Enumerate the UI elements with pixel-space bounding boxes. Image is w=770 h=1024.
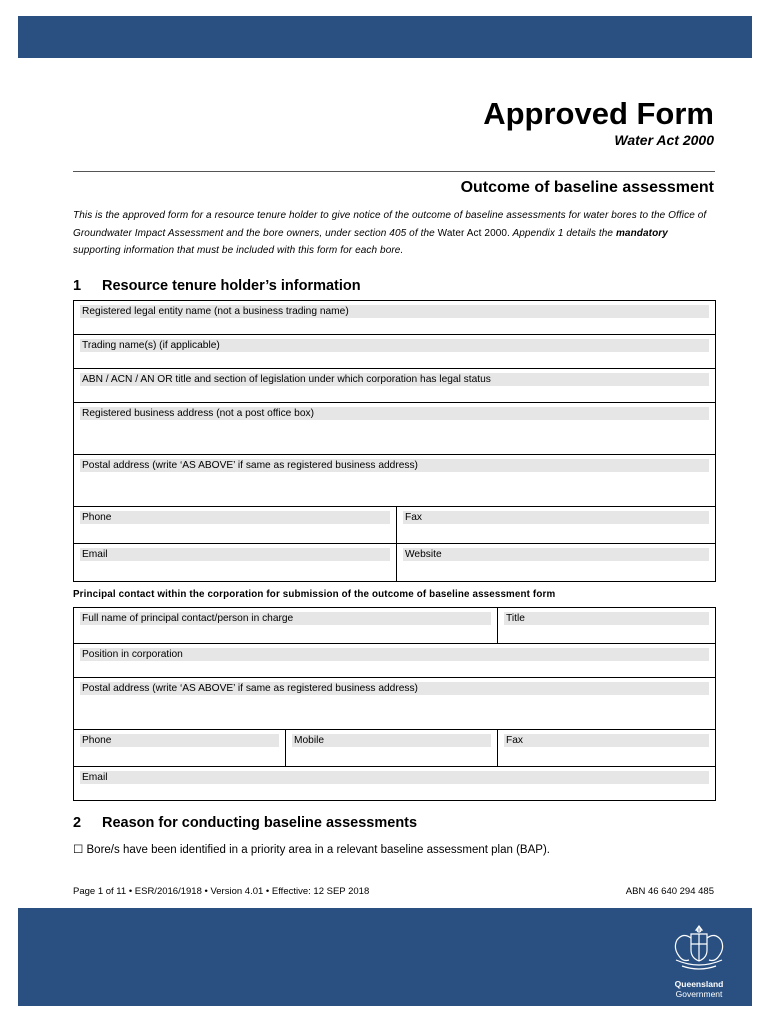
title-label: Title — [504, 612, 709, 625]
legal-entity-field[interactable] — [74, 301, 715, 334]
divider — [73, 171, 715, 172]
business-address-field[interactable] — [74, 403, 715, 454]
table-row — [74, 301, 715, 335]
principal-email-field[interactable] — [74, 767, 715, 800]
table-row — [74, 644, 715, 678]
table-row — [74, 678, 715, 730]
table-row — [74, 544, 715, 581]
section-1-title: Resource tenure holder’s information — [102, 278, 361, 294]
form-title: Outcome of baseline assessment — [460, 179, 714, 196]
top-banner — [18, 16, 752, 58]
principal-email-label: Email — [80, 771, 709, 784]
section-1-heading — [73, 278, 361, 294]
section-2-title: Reason for conducting baseline assessments — [102, 815, 418, 831]
principal-phone-label: Phone — [80, 734, 279, 747]
table-row — [74, 335, 715, 369]
table-row — [74, 455, 715, 507]
logo-text-queensland: Queensland — [674, 979, 724, 989]
table-row — [74, 730, 715, 767]
principal-postal-address-label: Postal address (write ‘AS ABOVE’ if same as registered business address) — [80, 682, 709, 695]
intro-mandatory: mandatory — [615, 227, 668, 239]
footer-page-info: Page 1 of 11 • ESR/2016/1918 • Version 4.01 • Effective: 12 SEP 2018 — [73, 886, 370, 897]
position-label: Position in corporation — [80, 648, 709, 661]
principal-mobile-field[interactable] — [285, 730, 497, 766]
queensland-government-logo — [664, 920, 734, 1000]
priority-area-option — [73, 842, 550, 856]
fax-field[interactable] — [396, 507, 715, 543]
email-field[interactable] — [74, 544, 396, 581]
trading-name-field[interactable] — [74, 335, 715, 368]
legal-entity-label: Registered legal entity name (not a business trading name) — [80, 305, 709, 318]
principal-fax-label: Fax — [504, 734, 709, 747]
principal-fax-field[interactable] — [497, 730, 715, 766]
email-label: Email — [80, 548, 390, 561]
principal-phone-field[interactable] — [74, 730, 285, 766]
intro-part2: Appendix 1 details the — [509, 227, 616, 239]
phone-label: Phone — [80, 511, 390, 524]
bottom-banner — [18, 908, 752, 1006]
priority-area-label: Bore/s have been identified in a priority area in a relevant baseline assessment plan (BAP). — [86, 844, 550, 856]
full-name-field[interactable] — [74, 608, 497, 643]
holder-info-table — [73, 300, 716, 582]
footer-abn: ABN 46 640 294 485 — [625, 886, 714, 897]
intro-part1: This is the approved form for a resource tenure holder to give notice of the outcome of baseline assessments for water bores to the Office of Groundwater Impact Assessment and the bore owners, under section 405 of the — [73, 210, 707, 239]
abn-label: ABN / ACN / AN OR title and section of legislation under which corporation has legal status — [80, 373, 709, 386]
section-2-heading — [73, 815, 417, 831]
table-row — [74, 369, 715, 403]
phone-field[interactable] — [74, 507, 396, 543]
principal-mobile-label: Mobile — [292, 734, 491, 747]
section-2-number: 2 — [73, 815, 82, 831]
intro-act: Water Act 2000. — [437, 227, 510, 239]
trading-name-label: Trading name(s) (if applicable) — [80, 339, 709, 352]
postal-address-field[interactable] — [74, 455, 715, 506]
act-subtitle: Water Act 2000 — [614, 132, 714, 148]
coat-of-arms-icon — [664, 920, 734, 978]
logo-text-government: Government — [675, 989, 723, 999]
table-row — [74, 608, 715, 644]
principal-postal-address-field[interactable] — [74, 678, 715, 729]
intro-text — [73, 207, 715, 260]
title-field[interactable] — [497, 608, 715, 643]
table-row — [74, 767, 715, 800]
fax-label: Fax — [403, 511, 709, 524]
principal-contact-table — [73, 607, 716, 801]
table-row — [74, 403, 715, 455]
postal-address-label: Postal address (write ‘AS ABOVE’ if same as registered business address) — [80, 459, 709, 472]
business-address-label: Registered business address (not a post office box) — [80, 407, 709, 420]
full-name-label: Full name of principal contact/person in charge — [80, 612, 491, 625]
section-1-number: 1 — [73, 278, 82, 294]
website-label: Website — [403, 548, 709, 561]
principal-contact-heading: Principal contact within the corporation for submission of the outcome of baseline assessment form — [73, 589, 556, 600]
checkbox-icon[interactable]: ☐ — [73, 844, 84, 856]
website-field[interactable] — [396, 544, 715, 581]
intro-part3: supporting information that must be included with this form for each bore. — [73, 245, 404, 256]
page-title: Approved Form — [483, 96, 714, 131]
table-row — [74, 507, 715, 544]
abn-field[interactable] — [74, 369, 715, 402]
position-field[interactable] — [74, 644, 715, 677]
